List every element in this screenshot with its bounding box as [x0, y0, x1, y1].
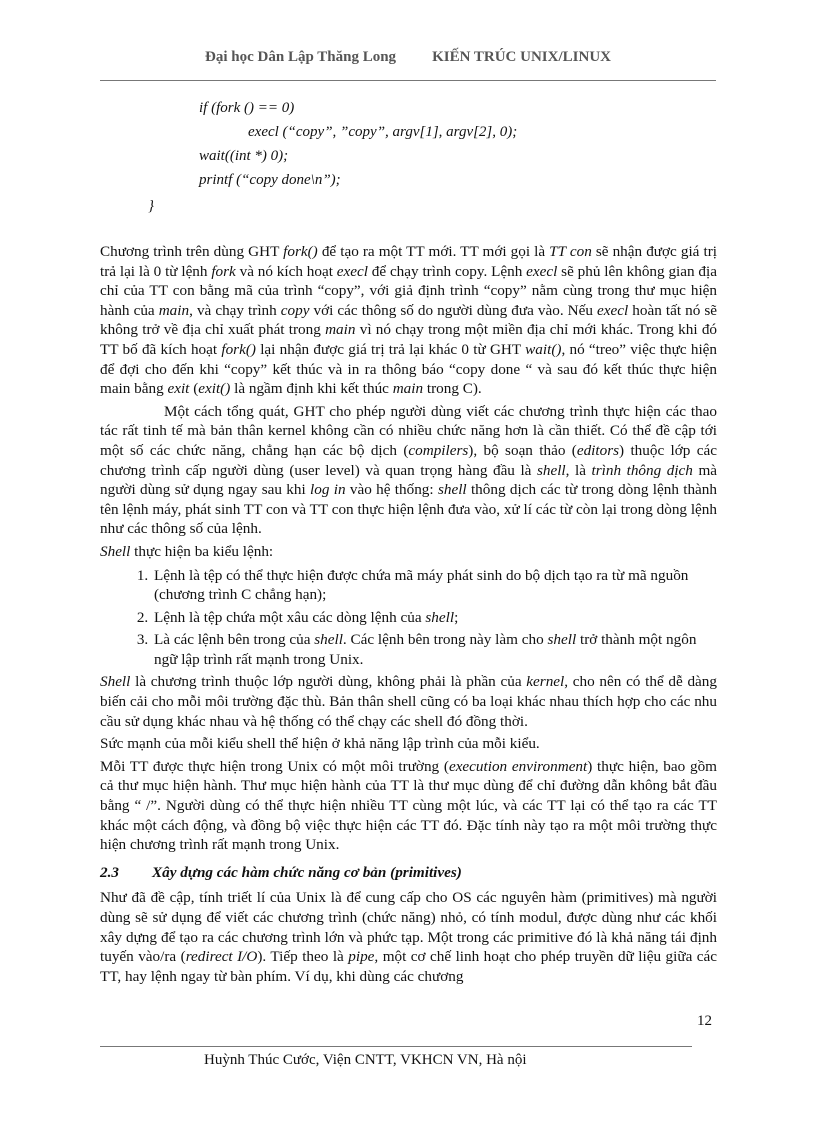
paragraph: Mỗi TT được thực hiện trong Unix có một môi trường (execution environment) thực hiện, bao gồm cả thư mục hiện hành. Thư mục hiện hành của TT là thư mục dùng để chỉ đường dẫn không bắt đầu bằng “ /”. Người dùng có thể thực hiện nhiều TT cùng một lúc, và các TT lại có thể tạo ra các TT khác một cách động, và đồng bộ việc thực hiện các TT đó. Đặc tính này tạo ra một môi trường thực hiện chương trình rất mạnh trong Unix. [100, 757, 717, 854]
command-type-list [100, 566, 717, 670]
section-heading: 2.3 Xây dựng các hàm chức năng cơ bản (primitives) [100, 863, 462, 881]
list-item: 1. Lệnh là tệp có thể thực hiện được chứa mã máy phát sinh do bộ dịch tạo ra từ mã nguồn (chương trình C chẳng hạn); [152, 566, 717, 605]
paragraph: Một cách tổng quát, GHT cho phép người dùng viết các chương trình thực hiện các thao tác rất tinh tế mà bản thân kernel không cần có nhiều chức năng hơn là cần thiết. Có thể đề cập tới một số các chức năng, chẳng hạn các bộ dịch (compilers), bộ soạn thảo (editors) thuộc lớp các chương trình cấp người dùng (user level) và quan trọng hàng đầu là shell, là trình thông dịch mà người dùng sử dụng ngay sau khi log in vào hệ thống: shell thông dịch các từ trong dòng lệnh thành tên lệnh máy, phát sinh TT con và TT con thực hiện lệnh đưa vào, xử lí các từ còn lại trong dòng lệnh như các thông số của lệnh. [100, 402, 717, 538]
page-header [0, 49, 816, 66]
body-text [100, 242, 717, 986]
footer-rule [100, 1046, 692, 1047]
header-rule [100, 80, 716, 81]
code-line: wait((int *) 0); [199, 148, 289, 164]
paragraph: Như đã đề cập, tính triết lí của Unix là để cung cấp cho OS các nguyên hàm (primitives) mà người dùng sẽ sử dụng để viết các chương trình (chức năng) nhỏ, có tính modul, được dùng như các khối xây dựng để tạo ra các chương trình lớn và phức tạp. Một trong các primitive đó là khả năng tái định tuyến vào/ra (redirect I/O). Tiếp theo là pipe, một cơ chế linh hoạt cho phép truyền dữ liệu giữa các TT, hay lệnh ngay từ bàn phím. Ví dụ, khi dùng các chương [100, 889, 717, 985]
paragraph: Shell thực hiện ba kiểu lệnh: [100, 542, 274, 560]
page-number: 12 [697, 1013, 712, 1029]
list-item: 3. Là các lệnh bên trong của shell. Các lệnh bên trong này làm cho shell trở thành một ngôn ngữ lập trình rất mạnh trong Unix. [152, 630, 717, 669]
paragraph: Sức mạnh của mỗi kiểu shell thể hiện ở khả năng lập trình của mỗi kiểu. [100, 735, 540, 753]
code-line: execl (“copy”, ”copy”, argv[1], argv[2], 0); [248, 124, 518, 140]
page-footer: Huỳnh Thúc Cước, Viện CNTT, VKHCN VN, Hà nội [204, 1052, 527, 1068]
list-item: 2. Lệnh là tệp chứa một xâu các dòng lệnh của shell; [152, 608, 717, 628]
code-line: if (fork () == 0) [199, 100, 295, 116]
header-right: KIẾN TRÚC UNIX/LINUX [432, 49, 611, 65]
paragraph: Shell là chương trình thuộc lớp người dùng, không phải là phần của kernel, cho nên có thể dễ dàng biến cải cho mỗi môi trường đặc thù. Bản thân shell cũng có ba loại khác nhau thích hợp cho các nhu cầu sử dụng khác nhau và hệ thống có thể chạy các shell đó đồng thời. [100, 673, 717, 730]
code-line: printf (“copy done\n”); [199, 172, 341, 188]
header-left: Đại học Dân Lập Thăng Long [205, 49, 397, 65]
paragraph: Chương trình trên dùng GHT fork() để tạo ra một TT mới. TT mới gọi là TT con sẽ nhận được giá trị trả lại là 0 từ lệnh fork và nó kích hoạt execl để chạy trình copy. Lệnh execl sẽ phủ lên không gian địa chỉ của TT con bằng mã của trình “copy”, với giả định trình “copy” nằm cùng trong thư mục hiện hành của main, và chạy trình copy với các thông số do người dùng đưa vào. Nếu execl hoàn tất nó sẽ không trở về địa chỉ xuất phát trong main vì nó chạy trong một miền địa chỉ mới khác. Trong khi đó TT bố đã kích hoạt fork() lại nhận được giá trị trả lại khác 0 từ GHT wait(), nó “treo” việc thực hiện để đợi cho đến khi “copy” kết thúc và in ra thông báo “copy done “ và sau đó kết thúc thực hiện main bằng exit (exit() là ngầm định khi kết thúc main trong C). [100, 243, 718, 398]
code-block [100, 96, 517, 218]
code-closing-brace: } [148, 198, 154, 214]
